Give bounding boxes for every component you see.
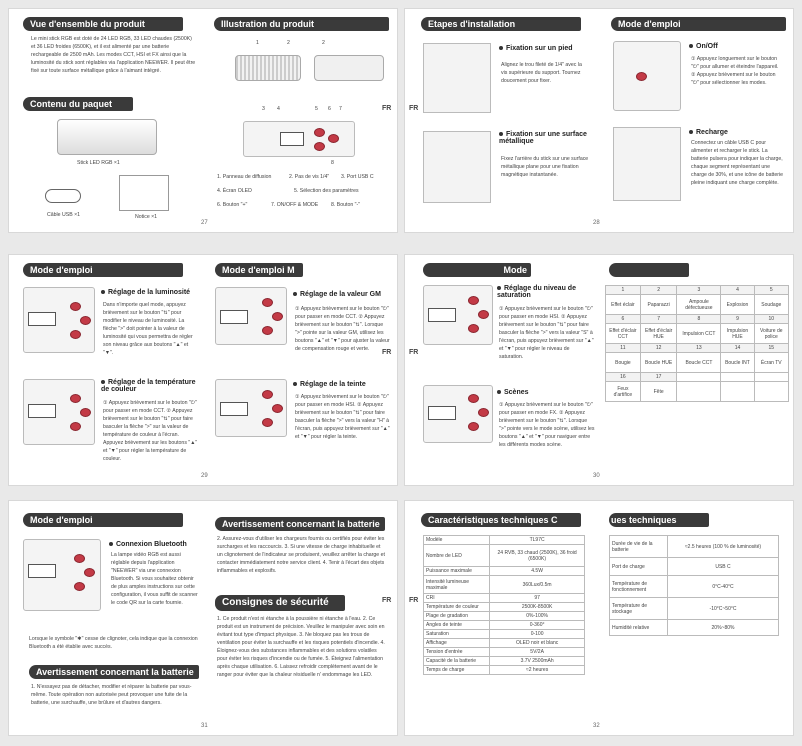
minus-button-icon xyxy=(74,582,85,591)
spec-label: Nombre de LED xyxy=(424,545,490,567)
table-cell: 4 xyxy=(721,286,754,295)
table-cell: Fête xyxy=(640,382,677,402)
table-cell xyxy=(721,373,754,382)
page-number: 32 xyxy=(593,723,600,729)
stick-image xyxy=(57,119,157,155)
battery-warning-title-2: Avertissement concernant la batterie xyxy=(215,517,385,531)
tripod-mount-image xyxy=(423,43,491,113)
minus-button-icon xyxy=(468,324,479,333)
spec-value: 24 RVB, 33 chaud (2500K), 36 froid (6500K) xyxy=(490,545,585,567)
table-row xyxy=(424,567,585,576)
brightness-device-image xyxy=(23,287,95,353)
mode-title-right-bar xyxy=(609,263,689,277)
table-cell: Feux d'artifice xyxy=(606,382,641,402)
table-cell: 15 xyxy=(754,344,788,353)
spec-label: CRI xyxy=(424,594,490,603)
install-title: Etapes d'installation xyxy=(421,17,581,31)
minus-button-icon xyxy=(70,422,81,431)
minus-button-icon xyxy=(262,418,273,427)
table-cell: 10 xyxy=(754,315,788,324)
table-row xyxy=(610,620,779,636)
stick-front-image xyxy=(235,55,301,81)
table-row xyxy=(610,598,779,620)
language-tag: FR xyxy=(409,349,419,356)
part-8: 8. Bouton "-" xyxy=(331,202,361,208)
page-32 xyxy=(404,500,794,736)
plus-button-icon xyxy=(262,298,273,307)
mode-title-right: Mode d'emploi M xyxy=(215,263,303,277)
table-row xyxy=(606,382,789,402)
spec-label: Durée de vie de la batterie xyxy=(610,536,668,558)
spec-label: Saturation xyxy=(424,630,490,639)
callout-4: 4 xyxy=(277,106,280,112)
spec-value: 0°C-40°C xyxy=(668,576,779,598)
table-cell: Écran TV xyxy=(754,353,788,373)
power-button-icon xyxy=(84,568,95,577)
minus-button-icon xyxy=(314,142,325,151)
spec-value: TL97C xyxy=(490,536,585,545)
table-cell: Soudage xyxy=(754,295,788,315)
table-row xyxy=(424,536,585,545)
table-cell: 16 xyxy=(606,373,641,382)
callout-1: 1 xyxy=(256,40,259,46)
oled-screen xyxy=(28,564,56,578)
oled-screen xyxy=(280,132,304,146)
power-button-icon xyxy=(478,310,489,319)
cct-text: ① Appuyez brièvement sur le bouton "⏻" pour passer en mode CCT. ② Appuyez brièvement sur le bouton "⇅" pour faire basculer la flèche ">" sur la valeur de température de couleur à l'écran. Appuyez brièvement sur les boutons "▲" et "▼" pour régler la température de couleur. xyxy=(103,400,198,462)
page-29 xyxy=(8,254,398,486)
plus-button-icon xyxy=(70,302,81,311)
battery-warning-text: 1. N'essayez pas de détacher, modifier et réparer la batterie par vous-même. Toute opération non autorisée peut provoquer une fuite de la batterie, une surchauffe, une brûlure et d'autres dangers. xyxy=(31,684,192,706)
scenes-title: Scènes xyxy=(497,389,597,396)
spec-label: Humidité relative xyxy=(610,620,668,636)
spec-value: 4.5W xyxy=(490,567,585,576)
usb-cable-image xyxy=(45,189,81,203)
table-cell: 11 xyxy=(606,344,641,353)
part-4: 4. Écran OLED xyxy=(217,188,252,194)
table-cell xyxy=(754,373,788,382)
fix-foot-text: Alignez le trou fileté de 1/4" avec la vis supérieure du support. Tournez doucement pour fixer. xyxy=(501,62,582,84)
bluetooth-device-image xyxy=(23,539,101,611)
table-row xyxy=(606,373,789,382)
specs-title: Caractéristiques techniques C xyxy=(421,513,581,527)
minus-button-icon xyxy=(262,326,273,335)
table-cell: Boucle INT xyxy=(721,353,754,373)
table-cell: Impulsion CCT xyxy=(677,324,721,344)
table-row xyxy=(424,612,585,621)
page-number: 27 xyxy=(201,220,208,226)
spec-value: USB C xyxy=(668,558,779,576)
package-title: Contenu du paquet xyxy=(23,97,133,111)
page-31 xyxy=(8,500,398,736)
charge-text: Connectez un câble USB C pour alimenter et recharger le stick. La batterie pulsera pour indiquer la charge, chaque segment représentant une charge de 30%, et une icône de batterie pleine indiquant une charge complète. xyxy=(691,140,783,186)
specs-title-right: ues techniques xyxy=(609,513,709,527)
notice-label: Notice ×1 xyxy=(135,214,158,220)
spec-value: ≈2.5 heures (100 % de luminosité) xyxy=(668,536,779,558)
cable-label: Câble USB ×1 xyxy=(47,212,81,218)
table-row xyxy=(424,657,585,666)
spec-label: Intensité lumineuse maximale xyxy=(424,576,490,594)
table-row xyxy=(606,315,789,324)
table-cell: 17 xyxy=(640,373,677,382)
page-number: 28 xyxy=(593,220,600,226)
table-cell: 9 xyxy=(721,315,754,324)
spec-label: Température de stockage xyxy=(610,598,668,620)
spec-label: Temps de charge xyxy=(424,666,490,675)
onoff-text: ① Appuyez longuement sur le bouton "⏻" pour allumer et éteindre l'appareil. ② Appuyez brièvement sur le bouton "⏻" pour sélectionner les modes. xyxy=(691,56,779,86)
table-cell: 13 xyxy=(677,344,721,353)
brightness-title: Réglage de la luminosité xyxy=(101,289,201,296)
oled-screen xyxy=(220,310,248,324)
language-tag: FR xyxy=(382,105,392,112)
plus-button-icon xyxy=(262,390,273,399)
page-28 xyxy=(404,8,794,233)
part-2: 2. Pas de vis 1/4" xyxy=(289,174,330,180)
table-row xyxy=(610,576,779,598)
table-row xyxy=(424,603,585,612)
part-6: 6. Bouton "+" xyxy=(217,202,248,208)
table-row xyxy=(424,666,585,675)
spec-label: Angles de teinte xyxy=(424,621,490,630)
oled-screen xyxy=(428,406,456,420)
onoff-device-image xyxy=(613,41,681,111)
bluetooth-title: Connexion Bluetooth xyxy=(109,541,187,548)
table-cell: 6 xyxy=(606,315,641,324)
table-cell: Effet d'éclair CCT xyxy=(606,324,641,344)
page-30 xyxy=(404,254,794,486)
table-row xyxy=(424,594,585,603)
power-button-icon xyxy=(80,316,91,325)
magnet-mount-image xyxy=(423,131,491,203)
callout-8: 8 xyxy=(331,160,334,166)
spec-value: 0%-100% xyxy=(490,612,585,621)
safety-text: 1. Ce produit n'est ni étanche à la poussière ni étanche à l'eau. 2. Ce produit est un instrument de précision. Veuillez le manipuler avec soin en évitant tout type d'impact physique. 3. Ne bloquez pas les trous de ventilation pour éviter la surchauffe et les risques potentiels d'incendie. 4. Éloignez-vous des substances inflammables et des solutions volatiles pour éviter les risques d'incendie ou de fumée. 5. Éteignez l'alimentation après chaque utilisation. 6. Laissez refroidir complètement avant de le ranger pour éviter que la chaleur résiduelle n' endommage les LED. xyxy=(217,616,385,678)
table-row xyxy=(424,648,585,657)
table-cell xyxy=(754,382,788,402)
saturation-device-image xyxy=(423,285,493,345)
hue-device-image xyxy=(215,379,287,437)
stick-side-image xyxy=(314,55,384,81)
charge-title: Recharge xyxy=(689,129,728,136)
table-cell: Effet éclair xyxy=(606,295,641,315)
safety-title: Consignes de sécurité xyxy=(215,595,345,611)
callout-7: 7 xyxy=(339,106,342,112)
charging-image xyxy=(613,127,681,201)
callout-2b: 2 xyxy=(322,40,325,46)
hue-title: Réglage de la teinte xyxy=(293,381,393,388)
spec-value: 97 xyxy=(490,594,585,603)
spec-label: Modèle xyxy=(424,536,490,545)
mode-title: Mode d'emploi xyxy=(611,17,786,31)
power-button-icon xyxy=(80,408,91,417)
plus-button-icon xyxy=(468,394,479,403)
table-cell xyxy=(721,382,754,402)
table-row xyxy=(424,621,585,630)
plus-button-icon xyxy=(74,554,85,563)
spec-value: 5V/2A xyxy=(490,648,585,657)
gm-text: ① Appuyez brièvement sur le bouton "⏻" pour passer en mode CCT. ② Appuyez brièvement sur le bouton "⇅". Lorsque ">" pointe sur la valeur GM, utilisez les boutons "▲" et "▼" pour ajuster la valeur de compensation rouge et verte. xyxy=(295,306,390,352)
battery-warning-text-2: 2. Assurez-vous d'utiliser les chargeurs fournis ou certifiés pour éviter les surcharges et les raccourcis. 3. Si une vitesse de charge inhabituelle et un clignotement de l'indicateur se produisent, veuillez arrêter la charge et contacter immédiatement notre service client. 4. Tenir à l'écart des objets inflammables et explosifs. xyxy=(217,536,385,574)
overview-title: Vue d'ensemble du produit xyxy=(23,17,183,31)
fix-foot-title: Fixation sur un pied xyxy=(499,45,589,52)
minus-button-icon xyxy=(468,422,479,431)
plus-button-icon xyxy=(70,394,81,403)
bluetooth-note: Lorsque le symbole "✱" cesse de clignoter, cela indique que la connexion Bluetooth a été établie avec succès. xyxy=(29,636,198,650)
spec-label: Port de charge xyxy=(610,558,668,576)
callout-3: 3 xyxy=(262,106,265,112)
language-tag: FR xyxy=(382,597,392,604)
saturation-title: Réglage du niveau de saturation xyxy=(497,285,576,299)
spec-value: 0-360° xyxy=(490,621,585,630)
saturation-text: ① Appuyez brièvement sur le bouton "⏻" pour passer en mode HSI. ② Appuyez brièvement sur le bouton "⇅" pour faire basculer la flèche ">" vers la valeur "S" à l'écran, puis appuyez brièvement sur "▲" et "▼" pour régler le niveau de saturation. xyxy=(499,306,594,360)
power-button-icon xyxy=(328,134,339,143)
table-cell: Voiture de police xyxy=(754,324,788,344)
table-cell: 2 xyxy=(640,286,677,295)
part-1: 1. Panneau de diffusion xyxy=(217,174,272,180)
fix-metal-text: Fixez l'arrière du stick sur une surface métallique plane pour une fixation magnétique instantanée. xyxy=(501,156,589,178)
stick-back-image xyxy=(243,121,355,157)
fx-scenes-table xyxy=(605,285,789,402)
brightness-text: Dans n'importe quel mode, appuyez brièvement sur le bouton "⇅" pour modifier le niveau de luminosité. La flèche ">" doit pointer à la valeur de luminosité qui vous permettra de régler son niveau grâce aux boutons "▲" et "▼". xyxy=(103,302,193,356)
scenes-device-image xyxy=(423,385,493,443)
mode-title: Mode d'emploi xyxy=(23,513,183,527)
part-3: 3. Port USB C xyxy=(341,174,374,180)
spec-value: 2500K-8500K xyxy=(490,603,585,612)
oled-screen xyxy=(28,404,56,418)
table-row xyxy=(606,324,789,344)
table-row xyxy=(606,295,789,315)
callout-6: 6 xyxy=(328,106,331,112)
mode-title: Mode d'emploi xyxy=(23,263,183,277)
table-cell: Ampoule défectueuse xyxy=(677,295,721,315)
language-tag: FR xyxy=(409,105,419,112)
mode-title: Mode xyxy=(423,263,531,277)
table-row xyxy=(610,558,779,576)
spec-value: 360Lux/0.5m xyxy=(490,576,585,594)
hue-text: ① Appuyez brièvement sur le bouton "⏻" pour passer en mode HSI. ② Appuyez brièvement sur le bouton "⇅" pour faire basculer la flèche ">" vers la valeur "H" à l'écran, puis appuyez brièvement sur "▲" et "▼" pour régler la teinte. xyxy=(295,394,390,440)
cct-device-image xyxy=(23,379,95,445)
table-cell xyxy=(677,382,721,402)
spec-label: Tension d'entrée xyxy=(424,648,490,657)
power-button-icon xyxy=(272,312,283,321)
table-row xyxy=(424,545,585,567)
specs-table-right xyxy=(609,535,779,636)
oled-screen xyxy=(28,312,56,326)
fix-metal-title: Fixation sur une surface métallique xyxy=(499,131,587,145)
onoff-title: On/Off xyxy=(689,43,718,50)
table-cell: Impulsion HUE xyxy=(721,324,754,344)
oled-screen xyxy=(428,308,456,322)
cct-title: Réglage de la température de couleur xyxy=(101,379,196,393)
table-cell: 14 xyxy=(721,344,754,353)
spec-label: Température de couleur xyxy=(424,603,490,612)
scenes-text: ① Appuyez brièvement sur le bouton "⏻" pour passer en mode FX. ② Appuyez brièvement sur le bouton "⇅". Lorsque ">" pointe vers le mode scène, utilisez les boutons "▲" et "▼" pour naviguer entre les différents modes scène. xyxy=(499,402,595,448)
spec-value: 20%~80% xyxy=(668,620,779,636)
spec-value: ≈2 heures xyxy=(490,666,585,675)
table-cell: 3 xyxy=(677,286,721,295)
table-row xyxy=(610,536,779,558)
gm-device-image xyxy=(215,287,287,345)
table-row xyxy=(606,286,789,295)
spec-label: Plage de gradation xyxy=(424,612,490,621)
table-cell: Boucle CCT xyxy=(677,353,721,373)
bluetooth-text: La lampe vidéo RGB est aussi réglable depuis l'application "NEEWER" via une connexion Bluetooth. Si vous souhaitez obtenir de plus amples instructions sur cette configuration, il vous suffit de scanner le code QR sur la carte fournie. xyxy=(111,552,198,606)
spec-value: 0-100 xyxy=(490,630,585,639)
overview-text: Le mini stick RGB est doté de 24 LED RGB, 33 LED chaudes (2500K) et 36 LED froides (6500K), et il est alimenté par une batterie rechargeable de 2500 mAh. Les modes CCT, HSI et FX ainsi que la luminosité du stick sont réglables via l'application NEEWER. Il peut être fixé sur toute surface métallique grâce à l'aimant intégré. xyxy=(31,36,196,74)
table-cell: Explosion xyxy=(721,295,754,315)
page-27 xyxy=(8,8,398,233)
table-cell: Effet d'éclair HUE xyxy=(640,324,677,344)
gm-title: Réglage de la valeur GM xyxy=(293,291,393,298)
minus-button-icon xyxy=(70,330,81,339)
table-row xyxy=(606,344,789,353)
table-cell: 7 xyxy=(640,315,677,324)
plus-button-icon xyxy=(314,128,325,137)
illustration-title: Illustration du produit xyxy=(214,17,389,31)
spec-value: -10°C~50°C xyxy=(668,598,779,620)
plus-button-icon xyxy=(468,296,479,305)
part-7: 7. ON/OFF & MODE xyxy=(271,202,319,208)
specs-table-left xyxy=(423,535,585,675)
spec-value: 3.7V 2500mAh xyxy=(490,657,585,666)
table-row xyxy=(606,353,789,373)
table-cell: Paparazzi xyxy=(640,295,677,315)
stick-label: Stick LED RGB ×1 xyxy=(77,160,120,166)
table-cell: Boucle HUE xyxy=(640,353,677,373)
spec-label: Température de fonctionnement xyxy=(610,576,668,598)
table-cell xyxy=(677,373,721,382)
part-5: 5. Sélection des paramètres xyxy=(294,188,359,194)
power-button-icon xyxy=(478,408,489,417)
page-number: 29 xyxy=(201,473,208,479)
spec-label: Puissance maximale xyxy=(424,567,490,576)
power-button-icon xyxy=(272,404,283,413)
table-cell: 8 xyxy=(677,315,721,324)
table-row xyxy=(424,639,585,648)
oled-screen xyxy=(220,402,248,416)
table-cell: 12 xyxy=(640,344,677,353)
battery-warning-title: Avertissement concernant la batterie xyxy=(29,665,199,679)
language-tag: FR xyxy=(382,349,392,356)
language-tag: FR xyxy=(409,597,419,604)
table-row xyxy=(424,630,585,639)
table-cell: Bougie xyxy=(606,353,641,373)
page-number: 31 xyxy=(201,723,208,729)
spec-label: Capacité de la batterie xyxy=(424,657,490,666)
notice-image xyxy=(119,175,169,211)
power-button-icon xyxy=(636,72,647,81)
spec-label: Affichage xyxy=(424,639,490,648)
callout-5: 5 xyxy=(315,106,318,112)
page-number: 30 xyxy=(593,473,600,479)
spec-value: OLED noir et blanc xyxy=(490,639,585,648)
table-row xyxy=(424,576,585,594)
table-cell: 1 xyxy=(606,286,641,295)
table-cell: 5 xyxy=(754,286,788,295)
callout-2a: 2 xyxy=(287,40,290,46)
